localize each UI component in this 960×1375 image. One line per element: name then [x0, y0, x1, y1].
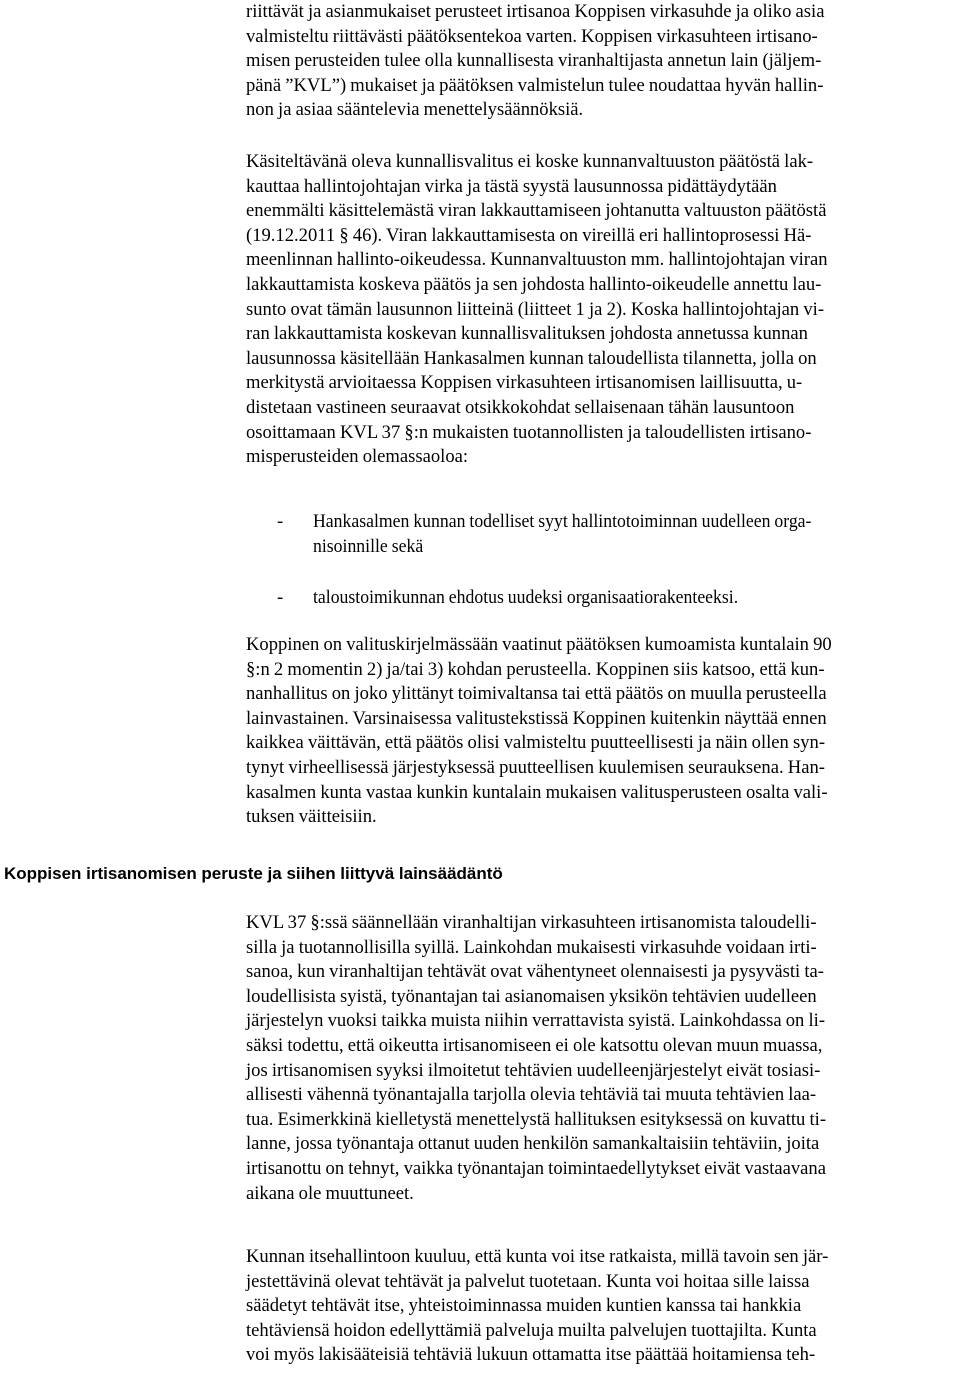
text-line: Kunnan itsehallintoon kuuluu, että kunta voi itse ratkaista, millä tavoin sen jär- [246, 1246, 829, 1267]
text-line: merkitystä arvioitaessa Koppisen virkasuhteen irtisanomisen laillisuutta, u- [246, 372, 803, 394]
text-line: kasalmen kunta vastaa kunkin kuntalain mukaisen valitusperusteen osalta vali- [246, 781, 828, 803]
text-line: jestettävinä olevat tehtävät ja palvelut tuotetaan. Kunta voi hoitaa sille laissa [246, 1270, 810, 1292]
text-line: Hankasalmen kunnan todelliset syyt hallintotoiminnan uudelleen orga- [313, 511, 812, 532]
text-line: meenlinnan hallinto-oikeudessa. Kunnanvaltuuston mm. hallintojohtajan viran [246, 249, 828, 271]
bullet-dash: - [277, 511, 284, 532]
text-line: misperusteiden olemassaoloa: [246, 446, 469, 468]
text-line: Käsiteltävänä oleva kunnallisvalitus ei koske kunnanvaltuuston päätöstä lak- [246, 151, 814, 172]
text-line: distetaan vastineen seuraavat otsikkokohdat sellaisenaan tähän lausuntoon [246, 396, 795, 418]
paragraph-2 [246, 150, 958, 470]
text-line: taloustoimikunnan ehdotus uudeksi organisaatiorakenteeksi. [313, 587, 739, 608]
text-line: tynyt virheellisessä järjestyksessä puutteellisen kuulemisen seurauksena. Han- [246, 756, 825, 778]
text-line: tehtäviensä hoidon edellyttämiä palveluja muilta palvelujen tuottajilta. Kunta [246, 1319, 817, 1341]
text-line: säädetyt tehtävät itse, yhteistoiminnassa muiden kuntien kanssa tai hankkia [246, 1295, 802, 1317]
text-line: silla ja tuotannollisilla syillä. Lainkohdan mukaisesti virkasuhde voidaan irti- [246, 936, 817, 958]
text-line: voi myös lakisääteisiä tehtäviä lukuun ottamatta itse päättää hoitamiensa teh- [246, 1344, 816, 1366]
text-line: non ja asiaa sääntelevia menettelysäännöksiä. [246, 99, 584, 121]
text-line: ran lakkauttamista koskevan kunnallisvalituksen johdosta annetussa kunnan [246, 323, 808, 345]
text-line: misen perusteiden tulee olla kunnallisesta viranhaltijasta annetun lain (jäljem- [246, 50, 822, 72]
text-line: pänä ”KVL”) mukaiset ja päätöksen valmistelun tulee noudattaa hyvän hallin- [246, 74, 824, 96]
text-line: enemmälti käsittelemästä viran lakkauttamiseen johtanutta valtuuston päätöstä [246, 200, 827, 222]
bullet-text [313, 510, 960, 559]
section-heading: Koppisen irtisanomisen peruste ja siihen liittyvä lainsäädäntö [4, 864, 503, 883]
text-line: loudellisista syistä, työnantajan tai asianomaisen yksikön tehtävien uudelleen [246, 985, 817, 1007]
text-line: säksi todettu, että oikeutta irtisanomiseen ei ole katsottu olevan muun muassa, [246, 1034, 823, 1056]
paragraph-3 [246, 633, 958, 830]
text-line: §:n 2 momentin 2) ja/tai 3) kohdan perusteella. Koppinen siis katsoo, että kun- [246, 658, 825, 680]
bullet-text [313, 586, 960, 611]
text-line: järjestelyn vuoksi taikka muista niihin verrattavista syistä. Lainkohdassa on li- [246, 1010, 826, 1032]
text-line: allisesti vähennä työnantajalla tarjolla olevia tehtäviä tai muuta tehtävien laa- [246, 1084, 817, 1106]
bullet-item-2 [277, 586, 957, 611]
text-line: lainvastainen. Varsinaisessa valitustekstissä Koppinen kuitenkin näyttää ennen [246, 707, 827, 729]
text-line: Koppinen on valituskirjelmässään vaatinut päätöksen kumoamista kuntalain 90 [246, 634, 832, 655]
bullet-dash: - [277, 587, 284, 608]
text-line: kauttaa hallintojohtajan virka ja tästä syystä lausunnossa pidättäydytään [246, 175, 777, 197]
text-line: osoittamaan KVL 37 §:n mukaisten tuotannollisten ja taloudellisten irtisano- [246, 421, 812, 443]
text-line: jos irtisanomisen syyksi ilmoitetut tehtävien uudelleenjärjestelyt eivät tosiasi- [246, 1059, 821, 1081]
paragraph-4 [246, 911, 958, 1206]
text-line: (19.12.2011 § 46). Viran lakkauttamisesta on vireillä eri hallintoprosessi Hä- [246, 224, 812, 246]
text-line: valmisteltu riittävästi päätöksentekoa varten. Koppisen virkasuhteen irtisano- [246, 25, 818, 47]
text-line: tua. Esimerkkinä kielletystä menettelystä hallituksen esityksessä on kuvattu ti- [246, 1108, 827, 1130]
text-line: aikana ole muuttuneet. [246, 1182, 414, 1204]
text-line: nanhallitus on joko ylittänyt toimivaltansa tai että päätös on muulla perusteella [246, 683, 827, 705]
bullet-item-1 [277, 510, 957, 559]
text-line: kaikkea väittävän, että päätös olisi valmisteltu puutteellisesti ja näin ollen syn- [246, 732, 826, 754]
text-line: riittävät ja asianmukaiset perusteet irtisanoa Koppisen virkasuhde ja oliko asia [246, 1, 825, 22]
text-line: lanne, jossa työnantaja ottanut uuden henkilön samankaltaisiin tehtäviin, joita [246, 1133, 820, 1155]
text-line: sanoa, kun viranhaltijan tehtävät ovat vähentyneet olennaisesti ja pysyvästi ta- [246, 961, 824, 983]
text-line: KVL 37 §:ssä säännellään viranhaltijan virkasuhteen irtisanomista taloudelli- [246, 912, 817, 933]
text-line: irtisanottu on tehnyt, vaikka työnantajan toimintaedellytykset eivät vastaavana [246, 1157, 826, 1179]
text-line: nisoinnille sekä [313, 535, 424, 557]
paragraph-5 [246, 1245, 958, 1368]
text-line: lausunnossa käsitellään Hankasalmen kunnan taloudellista tilannetta, jolla on [246, 347, 817, 369]
paragraph-1 [246, 0, 958, 123]
text-line: tuksen väitteisiin. [246, 806, 377, 828]
text-line: sunto ovat tämän lausunnon liitteinä (liitteet 1 ja 2). Koska hallintojohtajan vi- [246, 298, 825, 320]
text-line: lakkauttamista koskeva päätös ja sen johdosta hallinto-oikeudelle annettu lau- [246, 273, 822, 295]
